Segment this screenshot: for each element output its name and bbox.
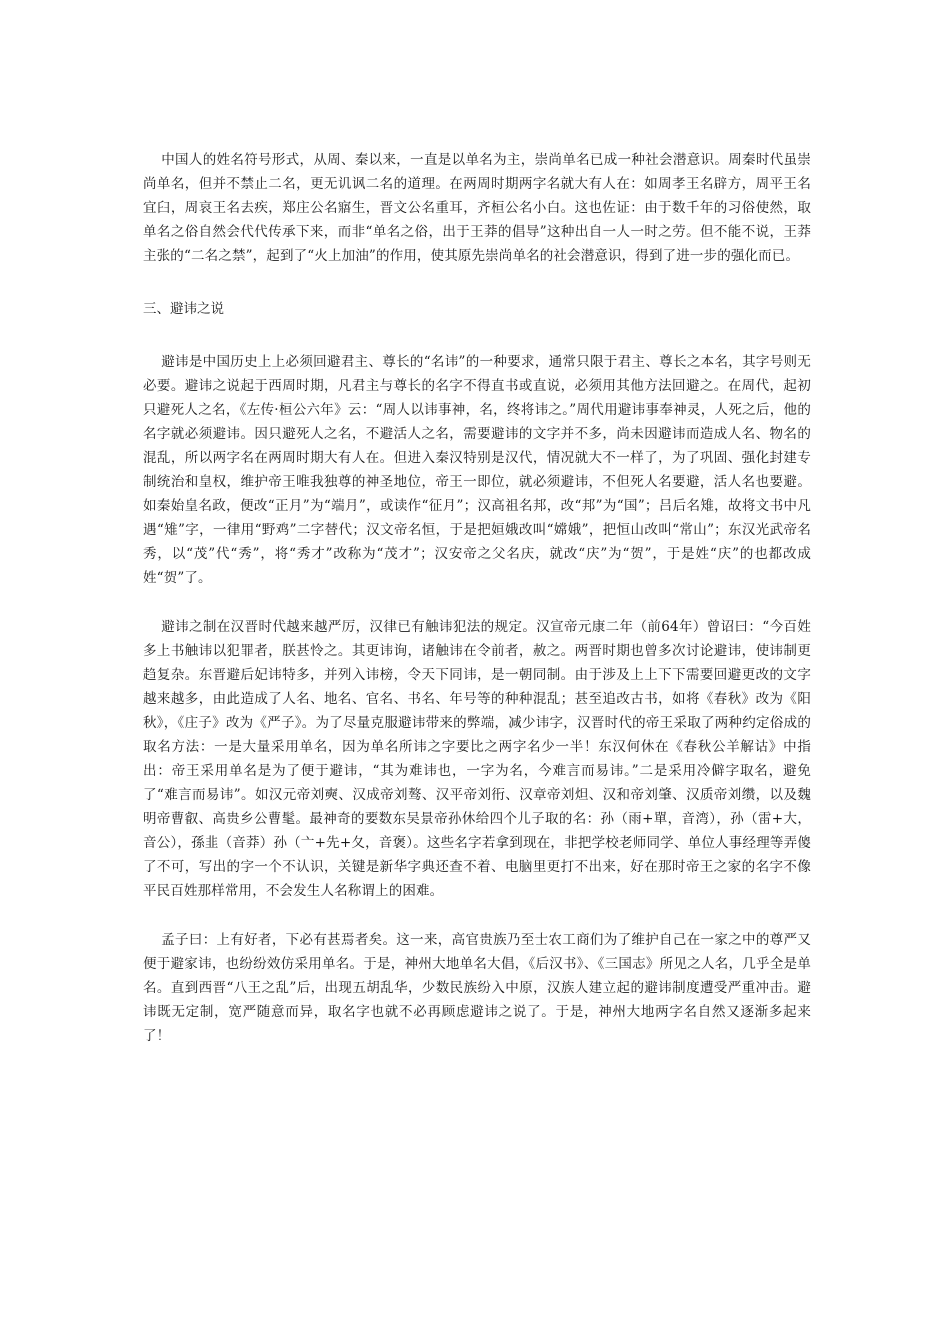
paragraph-single-name-tradition: 中国人的姓名符号形式，从周、秦以来，一直是以单名为主，崇尚单名已成一种社会潜意识。周秦时代虽崇尚单名，但并不禁止二名，更无讥讽二名的道理。在两周时期两字名就大有人在：如周孝王名辟方，周平王名宜臼，周哀王名去疾，郑庄公名寤生，晋文公名重耳，齐桓公名小白。这也佐证：由于数千年的习俗使然，取单名之俗自然会代代传承下来，而非“单名之俗，出于王莽的倡导”这种出自一人一时之劳。但不能不说，王莽主张的“二名之禁”，起到了“火上加油”的作用，使其原先崇尚单名的社会潜意识，得到了进一步的强化而已。: [143, 152, 811, 264]
paragraph-mencius: 孟子曰：上有好者，下必有甚焉者矣。这一来，高官贵族乃至士农工商们为了维护自己在一家之中的尊严又便于避家讳，也纷纷效仿采用单名。于是，神州大地单名大倡，《后汉书》、《三国志》所见之人名，几乎全是单名。直到西晋“八王之乱”后，出现五胡乱华，少数民族纷入中原，汉族人建立起的避讳制度遭受严重冲击。避讳既无定制，宽严随意而异，取名字也就不必再顾虑避讳之说了。于是，神州大地两字名自然又逐渐多起来了！: [143, 932, 811, 1044]
paragraph-han-jin-taboo: 避讳之制在汉晋时代越来越严厉，汉律已有触讳犯法的规定。汉宣帝元康二年（前64年）曾诏曰：“今百姓多上书触讳以犯罪者，朕甚怜之。其更讳询，诸触讳在令前者，赦之。两晋时期也曾多次讨论避讳，使讳制更趋复杂。东晋避后妃讳特多，并列入讳榜，令天下同讳，是一朝同制。由于涉及上上下下需要回避更改的文字越来越多，由此造成了人名、地名、官名、书名、年号等的种种混乱；甚至追改古书，如将《春秋》改为《阳秋》，《庄子》改为《严子》。为了尽量克服避讳带来的弊端，减少讳字，汉晋时代的帝王采取了两种约定俗成的取名方法：一是大量采用单名，因为单名所讳之字要比之两字名少一半！东汉何休在《春秋公羊解诂》中指出：帝王采用单名是为了便于避讳，“其为难讳也，一字为名，今难言而易讳。”二是采用冷僻字取名，避免了“难言而易讳”。如汉元帝刘奭、汉成帝刘骜、汉平帝刘衎、汉章帝刘炟、汉和帝刘肇、汉质帝刘缵，以及魏明帝曹叡、高贵乡公曹髦。最神奇的要数东吴景帝孙休给四个儿子取的名：孙（雨+單，音湾），孙（雷+大，音公），孫韭（音莽）孙（亠+先+夂，音褒）。这些名字若拿到现在，非把学校老师同学、单位人事经理等弄傻了不可，写出的字一个不认识，关键是新华字典还查不着、电脑里更打不出来，好在那时帝王之家的名字不像平民百姓那样常用，不会发生人名称谓上的困难。: [143, 619, 811, 899]
document-body: [143, 148, 811, 1048]
paragraph-taboo-origin: 避讳是中国历史上上必须回避君主、尊长的“名讳”的一种要求，通常只限于君主、尊长之本名，其字号则无必要。避讳之说起于西周时期，凡君主与尊长的名字不得直书或直说，必须用其他方法回避之。在周代，起初只避死人之名，《左传·桓公六年》云：“周人以讳事神，名，终将讳之。”周代用避讳事奉神灵，人死之后，他的名字就必须避讳。因只避死人之名，不避活人之名，需要避讳的文字并不多，尚未因避讳而造成人名、物名的混乱，所以两字名在两周时期大有人在。但进入秦汉特别是汉代，情况就大不一样了，为了巩固、强化封建专制统治和皇权，维护帝王唯我独尊的神圣地位，帝王一即位，就必须避讳，不但死人名要避，活人名也要避。如秦始皇名政，便改“正月”为“端月”，或读作“征月”；汉高祖名邦，改“邦”为“国”；吕后名雉，故将文书中凡遇“雉”字，一律用“野鸡”二字替代；汉文帝名恒，于是把姮娥改叫“嫦娥”，把恒山改叫“常山”；东汉光武帝名秀，以“茂”代“秀”，将“秀才”改称为“茂才”；汉安帝之父名庆，就改“庆”为“贺”，于是姓“庆”的也都改成姓“贺”了。: [143, 354, 811, 586]
section-heading: 三、避讳之说: [143, 301, 224, 317]
